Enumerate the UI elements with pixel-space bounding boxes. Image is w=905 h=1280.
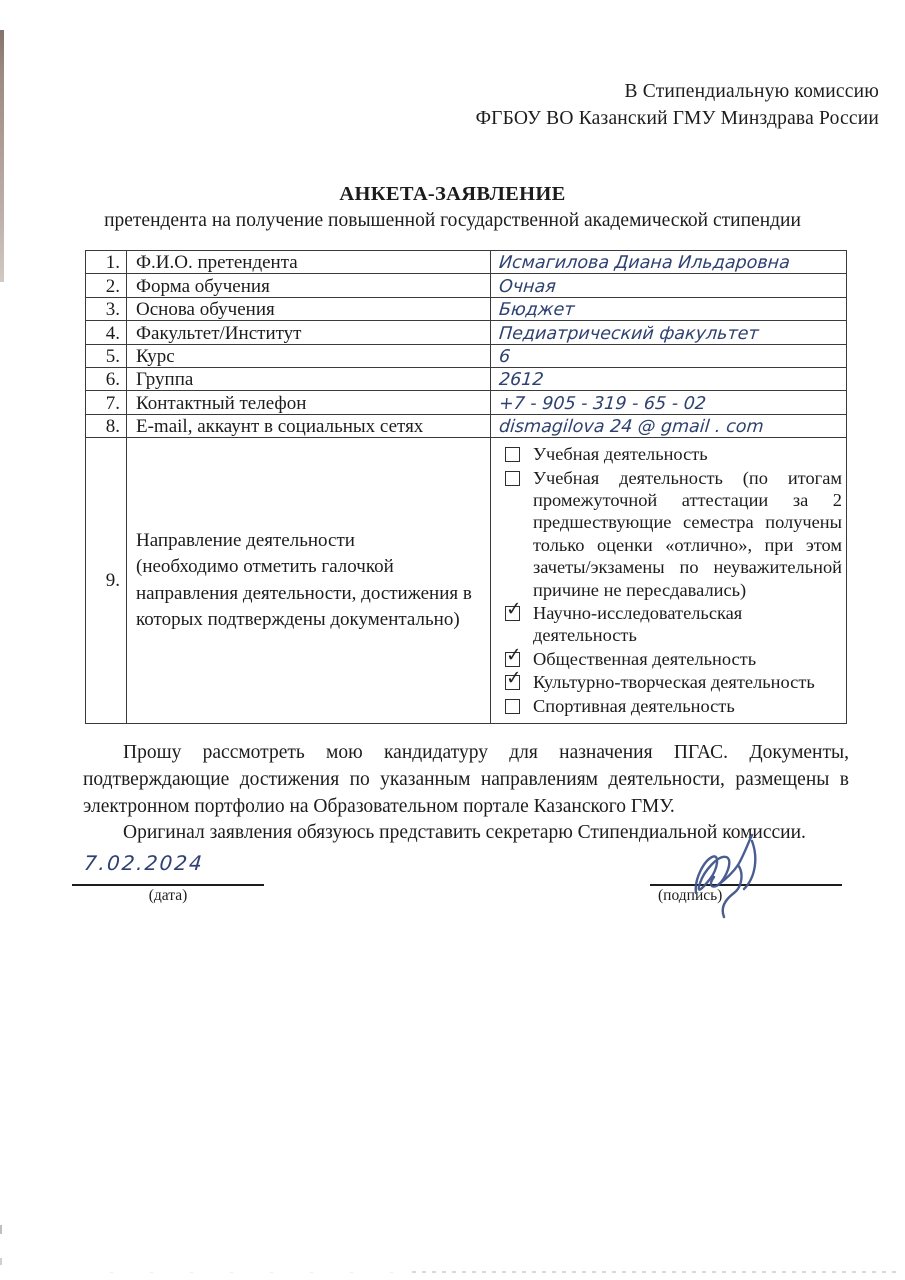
table-row-course — [86, 344, 847, 367]
row-label: Курс — [127, 344, 491, 367]
handwritten-value: 2612 — [498, 370, 545, 391]
table-row-study-form — [86, 274, 847, 297]
row-label: Ф.И.О. претендента — [127, 251, 491, 274]
handwritten-value: +7 - 905 - 319 - 65 - 02 — [498, 393, 707, 414]
handwritten-date: 7.02.2024 — [82, 851, 205, 875]
checkbox-icon — [505, 597, 523, 621]
statement-paragraph-2: Оригинал заявления обязуюсь представить секретарю Стипендиальной комиссии. — [123, 822, 806, 844]
row-value-cell — [491, 391, 847, 414]
addressee-block — [476, 78, 879, 132]
signature-line — [650, 853, 842, 886]
handwritten-value: Бюджет — [498, 300, 576, 321]
row-number: 2. — [86, 274, 127, 297]
handwritten-value: Исмагилова Диана Ильдаровна — [498, 253, 791, 274]
check-mark-icon: ✓ — [505, 666, 523, 690]
row-label: E-mail, аккаунт в социальных сетях — [127, 414, 491, 437]
row-value-cell — [491, 251, 847, 274]
activity-option-label: Учебная деятельность (по итогам промежуточной аттестации за 2 предшествующие семестра получены только оценки «отлично», при этом зачеты/экзамены по неуважительной причине не пересдавались) — [533, 467, 842, 600]
activity-option — [505, 467, 842, 601]
row-number: 1. — [86, 251, 127, 274]
document-title: АНКЕТА-ЗАЯВЛЕНИЕ — [339, 183, 566, 205]
row-label: Основа обучения — [127, 297, 491, 320]
row-number: 8. — [86, 414, 127, 437]
scan-edge-artifact — [0, 30, 4, 282]
row-value-cell — [491, 297, 847, 320]
statement-paragraph-1: Прошу рассмотреть мою кандидатуру для назначения ПГАС. Документы, подтверждающие достижения по указанным направлениям деятельности, размещены в электронном портфолио на Образовательном портале Казанского ГМУ. — [83, 742, 849, 817]
activity-label-line: Направление деятельности — [136, 529, 355, 551]
row-number: 7. — [86, 391, 127, 414]
row-label: Контактный телефон — [127, 391, 491, 414]
date-line — [72, 853, 264, 886]
handwritten-value: dismagilova 24 @ gmail . com — [498, 417, 765, 438]
row-label: Форма обучения — [127, 274, 491, 297]
activity-option — [505, 666, 842, 693]
row-number: 3. — [86, 297, 127, 320]
table-row-email — [86, 414, 847, 437]
scan-speck-artifact — [0, 1258, 2, 1265]
addressee-line-1: В Стипендиальную комиссию — [624, 81, 879, 102]
checkbox-icon — [505, 699, 520, 714]
checkbox-icon — [505, 447, 520, 462]
document-subtitle: претендента на получение повышенной государственной академической стипендии — [104, 210, 801, 231]
table-row-study-basis — [86, 297, 847, 320]
date-block — [72, 853, 264, 905]
row-label: Факультет/Институт — [127, 321, 491, 344]
table-row-fio — [86, 251, 847, 274]
table-row-activity-directions — [86, 438, 847, 724]
row-value-cell — [491, 344, 847, 367]
handwritten-value: Очная — [498, 276, 557, 297]
signature-block — [650, 853, 842, 905]
activity-option-label: Общественная деятельность — [533, 648, 757, 669]
activity-option — [505, 443, 842, 465]
checkbox-icon — [505, 643, 523, 667]
date-caption: (дата) — [148, 887, 188, 904]
row-number: 6. — [86, 367, 127, 390]
handwritten-signature-icon — [674, 831, 804, 921]
table-row-group — [86, 367, 847, 390]
row-value-cell — [491, 274, 847, 297]
scan-noise-line — [110, 1272, 400, 1273]
activity-option — [505, 597, 842, 647]
activity-option-label: Спортивная деятельность — [533, 695, 735, 716]
row-number: 4. — [86, 321, 127, 344]
activity-option-label: Культурно-творческая деятельность — [533, 672, 815, 693]
handwritten-value: 6 — [498, 346, 512, 367]
row-label — [127, 438, 491, 724]
activity-option-label: Научно-исследовательская деятельность — [533, 602, 743, 646]
row-value-cell — [491, 367, 847, 390]
row-number: 5. — [86, 344, 127, 367]
scan-speck-artifact — [0, 1225, 2, 1234]
row-number: 9. — [86, 438, 127, 724]
checkbox-icon — [505, 666, 523, 690]
table-row-phone — [86, 391, 847, 414]
activity-option-label: Учебная деятельность — [533, 444, 708, 465]
checkbox-icon — [505, 471, 520, 486]
activity-option — [505, 695, 842, 717]
row-value-cell — [491, 321, 847, 344]
addressee-line-2: ФГБОУ ВО Казанский ГМУ Минздрава России — [475, 108, 879, 129]
title-block — [0, 183, 905, 232]
check-mark-icon: ✓ — [505, 597, 523, 621]
signature-caption: (подпись) — [658, 887, 723, 904]
row-label: Группа — [127, 367, 491, 390]
activity-label-note: (необходимо отметить галочкой направления деятельности, достижения в которых подтверждены документально) — [136, 556, 472, 631]
applicant-form-table — [85, 250, 847, 724]
activity-option — [505, 643, 842, 670]
activity-options-cell — [491, 438, 847, 724]
table-row-faculty — [86, 321, 847, 344]
scan-noise-line — [412, 1271, 902, 1273]
handwritten-value: Педиатрический факультет — [498, 323, 760, 344]
check-mark-icon: ✓ — [505, 643, 523, 667]
row-value-cell — [491, 414, 847, 437]
